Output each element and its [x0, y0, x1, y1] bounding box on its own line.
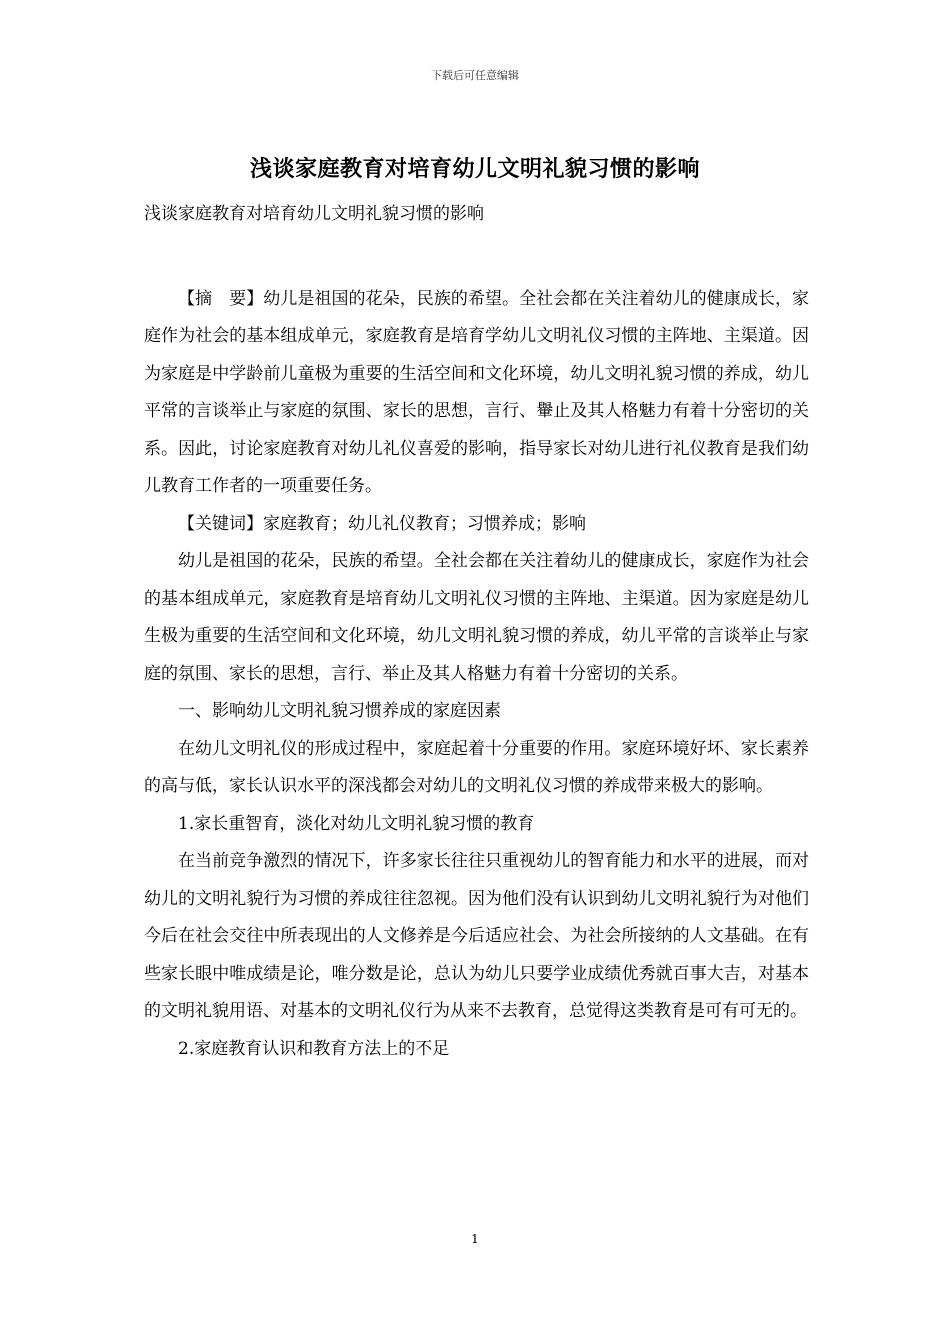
abstract-paragraph: 【摘 要】幼儿是祖国的花朵，民族的希望。全社会都在关注着幼儿的健康成长，家庭作为社会的基本组成单元，家庭教育是培育学幼儿文明礼仪习惯的主阵地、主渠道。因为家庭是中学龄前儿童极为重要的生活空间和文化环境，幼儿文明礼貌习惯的养成，幼儿平常的言谈举止与家庭的氛围、家长的思想，言行、轝止及其人格魅力有着十分密切的关系。因此，讨论家庭教育对幼儿礼仪喜爱的影响，指导家长对幼儿进行礼仪教育是我们幼儿教育工作者的一项重要任务。 — [144, 288, 809, 496]
subsection-heading: 2.家庭教育认识和教育方法上的不足 — [178, 1038, 450, 1059]
body-paragraph: 在当前竞争激烈的情况下，许多家长往往只重视幼儿的智育能力和水平的进展，而对幼儿的文明礼貌行为习惯的养成往往忽视。因为他们没有认识到幼儿文明礼貌行为对他们今后在社会交往中所表现出的人文修养是今后适应社会、为社会所接纳的人文基础。在有些家长眼中唯成绩是论，唯分数是论，总认为幼儿只要学业成绩优秀就百事大吉，对基本的文明礼貌用语、对基本的文明礼仪行为从来不去教育，总觉得这类教育是可有可无的。 — [144, 851, 809, 1021]
subsection-heading: 1.家长重智育，淡化对幼儿文明礼貌习惯的教育 — [178, 813, 535, 834]
document-body — [144, 196, 809, 1068]
body-paragraph: 在幼儿文明礼仪的形成过程中，家庭起着十分重要的作用。家庭环境好坏、家长素养的高与低，家长认识水平的深浅都会对幼儿的文明礼仪习惯的养成带来极大的影响。 — [144, 738, 809, 796]
section-heading: 一、影响幼儿文明礼貌习惯养成的家庭因素 — [178, 701, 501, 721]
keywords-paragraph: 【关键词】家庭教育；幼儿礼仪教育；习惯养成；影响 — [178, 513, 586, 534]
document-title: 浅谈家庭教育对培育幼儿文明礼貌习惯的影响 — [249, 156, 700, 182]
subtitle: 浅谈家庭教育对培育幼儿文明礼貌习惯的影响 — [144, 204, 484, 224]
header-note: 下载后可任意编辑 — [431, 69, 519, 82]
body-paragraph: 幼儿是祖国的花朵，民族的希望。全社会都在关注着幼儿的健康成长，家庭作为社会的基本组成单元，家庭教育是培育幼儿文明礼仪习惯的主阵地、主渠道。因为家庭是幼儿生极为重要的生活空间和文化环境，幼儿文明礼貌习惯的养成，幼儿平常的言谈举止与家庭的氛围、家长的思想，言行、举止及其人格魅力有着十分密切的关系。 — [144, 551, 809, 684]
page-number: 1 — [471, 1232, 479, 1246]
blank-line — [144, 234, 809, 281]
